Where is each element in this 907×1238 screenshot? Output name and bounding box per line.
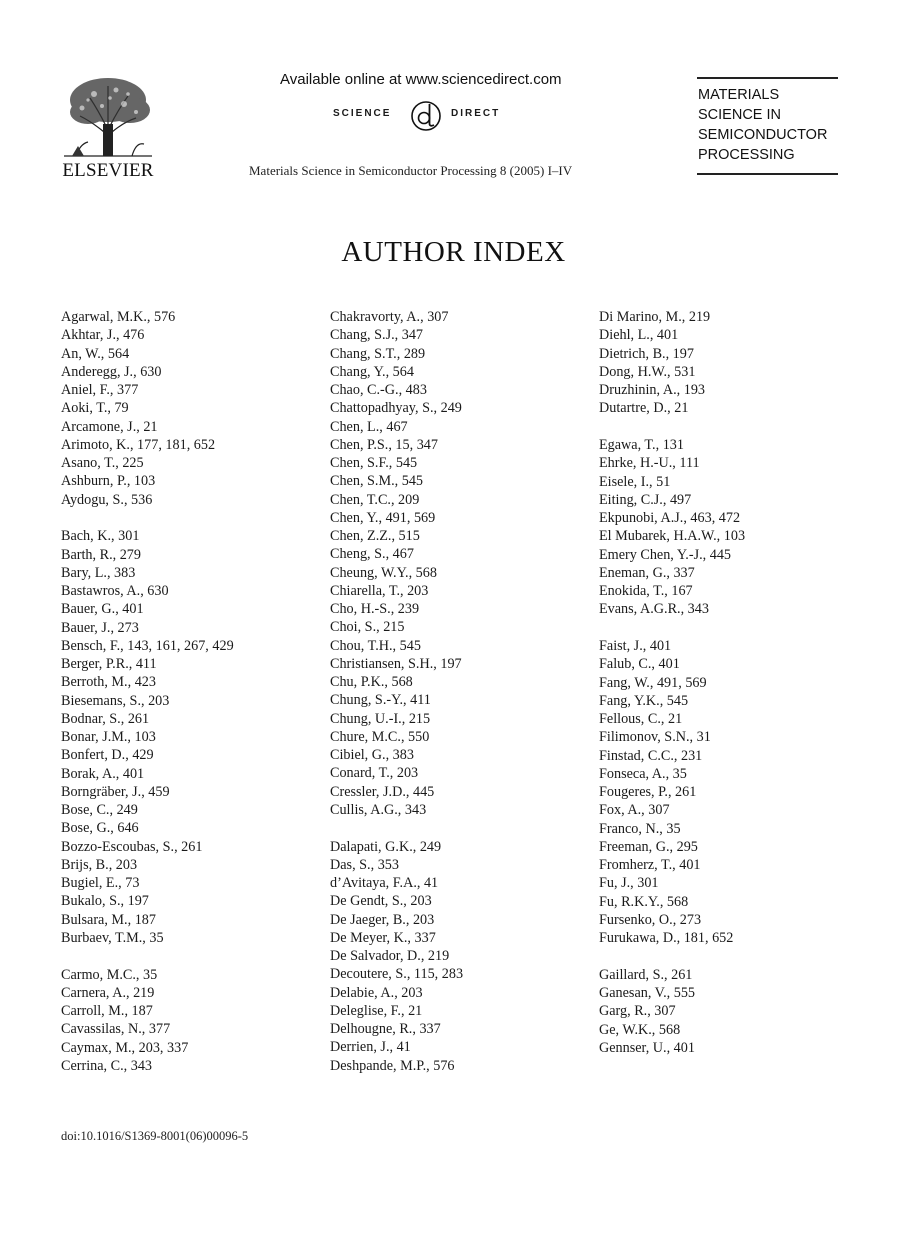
author-entry: Furukawa, D., 181, 652 [599,930,734,946]
author-entry: Bulsara, M., 187 [61,911,156,928]
author-entry: Emery Chen, Y.-J., 445 [599,546,732,563]
doi-footer: doi:10.1016/S1369-8001(06)00096-5 [61,1129,249,1143]
author-entry: Fonseca, A., 35 [599,765,687,782]
author-entry: Brijs, B., 203 [61,856,138,873]
author-entry: Asano, T., 225 [61,455,144,471]
author-entry: An, W., 564 [61,345,130,362]
publisher-wordmark: ELSEVIER [62,160,154,181]
author-entry: d’Avitaya, F.A., 41 [330,875,439,891]
author-entry: Bauer, G., 401 [61,601,144,618]
author-entry: Ashburn, P., 103 [61,473,156,490]
tree-emblem-icon [58,72,158,158]
author-entry: Fox, A., 307 [599,802,670,819]
journal-title [698,85,827,165]
author-entry: Ekpunobi, A.J., 463, 472 [599,510,741,526]
author-entry: Cerrina, C., 343 [61,1057,153,1074]
author-entry: De Jaeger, B., 203 [330,911,435,928]
author-entry: Chou, T.H., 545 [330,637,421,654]
author-entry: Chang, S.T., 289 [330,345,426,362]
author-entry: Aniel, F., 377 [61,382,139,398]
author-entry: Bose, G., 646 [61,820,139,837]
author-entry: Dalapati, G.K., 249 [330,838,442,855]
index-column [61,308,234,1075]
letter-group [330,838,463,1075]
index-column [599,308,745,1057]
journal-title-line: MATERIALS [698,87,780,103]
author-entry: Das, S., 353 [330,856,399,873]
author-entry: Garg, R., 307 [599,1003,676,1020]
author-entry: Burbaev, T.M., 35 [61,929,164,946]
author-entry: Fang, W., 491, 569 [599,674,707,691]
author-entry: Chattopadhyay, S., 249 [330,400,462,417]
author-entry: Fursenko, O., 273 [599,911,702,928]
letter-group [61,308,234,509]
author-entry: Bach, K., 301 [61,528,140,545]
author-entry: Chu, P.K., 568 [330,674,413,690]
author-entry: Dong, H.W., 531 [599,363,696,380]
author-entry: Enokida, T., 167 [599,583,693,599]
author-entry: Biesemans, S., 203 [61,692,170,709]
author-entry: Borngräber, J., 459 [61,783,170,800]
author-entry: Dietrich, B., 197 [599,345,694,362]
journal-title-line: SEMICONDUCTOR [698,127,828,143]
letter-group [61,966,234,1076]
author-entry: Barth, R., 279 [61,546,141,563]
author-entry: Falub, C., 401 [599,656,680,673]
author-entry: Bonfert, D., 429 [61,747,154,764]
sciencedirect-right-text: DIRECT [451,108,501,119]
author-entry: Filimonov, S.N., 31 [599,729,711,746]
author-entry: Conard, T., 203 [330,765,419,782]
sciencedirect-left-text: SCIENCE [333,108,392,119]
author-entry: Ge, W.K., 568 [599,1021,681,1038]
journal-title-box [697,77,838,175]
author-entry: Fu, R.K.Y., 568 [599,893,689,910]
author-entry: Freeman, G., 295 [599,838,698,855]
author-entry: Berger, P.R., 411 [61,656,157,672]
author-entry: Akhtar, J., 476 [61,327,145,344]
author-entry: Bodnar, S., 261 [61,710,150,727]
author-entry: De Gendt, S., 203 [330,893,432,910]
author-entry: Cavassilas, N., 377 [61,1021,171,1038]
at-d-icon [409,98,443,132]
author-entry: Evans, A.G.R., 343 [599,601,709,618]
author-entry: De Salvador, D., 219 [330,948,450,964]
author-entry: Carnera, A., 219 [61,984,155,1001]
author-entry: Anderegg, J., 630 [61,363,162,380]
author-entry: Bastawros, A., 630 [61,583,169,599]
author-entry: Cheng, S., 467 [330,546,414,563]
author-entry: Delhougne, R., 337 [330,1021,441,1037]
author-entry: Fromherz, T., 401 [599,857,701,873]
author-entry: Eneman, G., 337 [599,564,695,581]
author-entry: Druzhinin, A., 193 [599,382,706,398]
letter-group [599,966,745,1057]
author-entry: De Meyer, K., 337 [330,929,436,946]
author-entry: Eiting, C.J., 497 [599,491,692,508]
page-title: AUTHOR INDEX [341,236,566,268]
author-entry: Ehrke, H.-U., 111 [599,455,700,472]
author-entry: Chang, S.J., 347 [330,327,424,344]
journal-title-line: PROCESSING [698,147,795,163]
author-entry: Cho, H.-S., 239 [330,601,420,617]
author-entry: Christiansen, S.H., 197 [330,655,462,672]
author-entry: Bauer, J., 273 [61,619,139,636]
author-entry: Chakravorty, A., 307 [330,309,449,325]
author-entry: Chure, M.C., 550 [330,728,430,745]
author-entry: Cullis, A.G., 343 [330,801,427,818]
author-entry: Choi, S., 215 [330,619,405,636]
author-entry: Finstad, C.C., 231 [599,747,703,764]
author-entry: El Mubarek, H.A.W., 103 [599,528,746,545]
author-entry: Eisele, I., 51 [599,473,671,490]
letter-group [599,637,745,947]
author-entry: Agarwal, M.K., 576 [61,309,176,325]
index-column [330,308,463,1075]
author-entry: Cibiel, G., 383 [330,747,414,763]
letter-group [330,308,463,819]
letter-group [599,308,745,418]
letter-group [61,527,234,947]
author-entry: Borak, A., 401 [61,765,145,782]
publisher-logo [58,72,158,180]
author-entry: Chen, S.F., 545 [330,455,418,471]
author-entry: Bensch, F., 143, 161, 267, 429 [61,637,234,654]
author-entry: Chung, S.-Y., 411 [330,692,431,709]
author-entry: Faist, J., 401 [599,638,672,654]
author-entry: Diehl, L., 401 [599,327,679,344]
author-entry: Decoutere, S., 115, 283 [330,966,464,983]
author-entry: Chung, U.-I., 215 [330,710,431,727]
available-online-line: Available online at www.sciencedirect.com [280,71,562,88]
author-entry: Chen, Y., 491, 569 [330,509,436,526]
author-entry: Egawa, T., 131 [599,437,684,453]
author-entry: Carroll, M., 187 [61,1003,153,1019]
author-entry: Di Marino, M., 219 [599,309,711,325]
author-entry: Bary, L., 383 [61,564,136,581]
author-entry: Ganesan, V., 555 [599,985,696,1001]
author-entry: Bukalo, S., 197 [61,893,149,910]
author-entry: Cheung, W.Y., 568 [330,564,437,581]
author-entry: Derrien, J., 41 [330,1039,411,1056]
author-entry: Delabie, A., 203 [330,984,423,1001]
author-entry: Fellous, C., 21 [599,711,683,727]
author-entry: Bonar, J.M., 103 [61,729,156,745]
author-entry: Chen, T.C., 209 [330,491,420,508]
author-entry: Franco, N., 35 [599,820,681,837]
author-entry: Fang, Y.K., 545 [599,692,689,709]
author-entry: Bozzo-Escoubas, S., 261 [61,838,203,855]
author-entry: Chiarella, T., 203 [330,582,429,599]
bottom-rule [697,173,838,175]
author-entry: Arcamone, J., 21 [61,418,158,435]
author-entry: Aoki, T., 79 [61,400,129,417]
letter-group [599,436,745,619]
author-entry: Dutartre, D., 21 [599,400,689,417]
author-entry: Fougeres, P., 261 [599,784,697,800]
author-entry: Cressler, J.D., 445 [330,783,435,800]
author-entry: Chen, Z.Z., 515 [330,528,420,544]
author-entry: Deleglise, F., 21 [330,1002,423,1019]
top-rule [697,77,838,79]
journal-citation: Materials Science in Semiconductor Processing 8 (2005) I–IV [249,163,573,178]
author-entry: Deshpande, M.P., 576 [330,1057,455,1074]
author-entry: Gennser, U., 401 [599,1039,695,1056]
author-entry: Gaillard, S., 261 [599,966,693,983]
author-entry: Bugiel, E., 73 [61,875,140,891]
author-entry: Chen, L., 467 [330,418,408,435]
author-entry: Arimoto, K., 177, 181, 652 [61,436,216,453]
sciencedirect-logo [333,98,523,132]
author-entry: Caymax, M., 203, 337 [61,1039,189,1056]
author-entry: Fu, J., 301 [599,875,659,892]
author-entry: Carmo, M.C., 35 [61,966,158,983]
author-entry: Chao, C.-G., 483 [330,382,427,398]
author-entry: Berroth, M., 423 [61,674,156,691]
author-entry: Aydogu, S., 536 [61,491,153,508]
author-entry: Chen, P.S., 15, 347 [330,436,438,453]
author-entry: Bose, C., 249 [61,802,138,818]
author-entry: Chen, S.M., 545 [330,473,424,490]
author-entry: Chang, Y., 564 [330,363,414,380]
journal-title-line: SCIENCE IN [698,107,781,123]
